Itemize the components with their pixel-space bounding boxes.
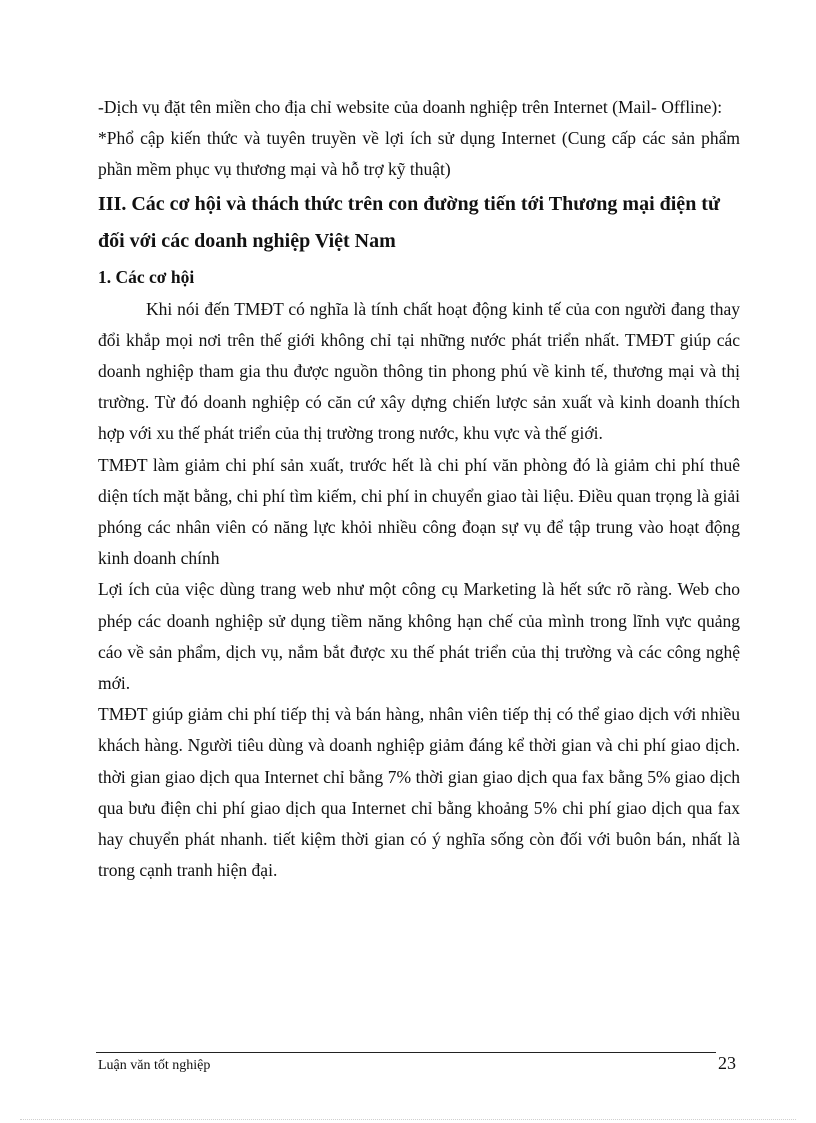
page-content: [98, 92, 740, 886]
page-bottom-border: [20, 1119, 796, 1120]
footer-label: Luận văn tốt nghiệp: [98, 1058, 211, 1073]
paragraph-domain-service: -Dịch vụ đặt tên miền cho địa chỉ website của doanh nghiệp trên Internet (Mail- Offline):: [98, 97, 723, 117]
body-paragraph: Lợi ích của việc dùng trang web như một công cụ Marketing là hết sức rõ ràng. Web cho phép các doanh nghiệp sử dụng tiềm năng không hạn chế của mình trong lĩnh vực quảng cáo về sản phẩm, dịch vụ, nắm bắt được xu thế phát triển của thị trường và các công nghệ mới.: [98, 579, 740, 694]
paragraph-internet-awareness: *Phổ cập kiến thức và tuyên truyền về lợi ích sử dụng Internet (Cung cấp các sản phẩm phần mềm phục vụ thương mại và hỗ trợ kỹ thuật): [98, 128, 740, 180]
page-number: 23: [718, 1053, 736, 1073]
section-heading: III. Các cơ hội và thách thức trên con đường tiến tới Thương mại điện tử đối với các doanh nghiệp Việt Nam: [98, 192, 720, 252]
body-paragraph: TMĐT giúp giảm chi phí tiếp thị và bán hàng, nhân viên tiếp thị có thể giao dịch với nhiều khách hàng. Người tiêu dùng và doanh nghiệp giảm đáng kể thời gian và chi phí giao dịch. thời gian giao dịch qua Internet chỉ bằng 7% thời gian giao dịch qua fax bằng 5% giao dịch qua bưu điện chi phí giao dịch qua Internet chỉ bằng khoảng 5% chi phí giao dịch qua fax hay chuyển phát nhanh. tiết kiệm thời gian có ý nghĩa sống còn đối với buôn bán, nhất là trong cạnh tranh hiện đại.: [98, 704, 740, 881]
body-paragraph: TMĐT làm giảm chi phí sản xuất, trước hết là chi phí văn phòng đó là giảm chi phí thuê diện tích mặt bằng, chi phí tìm kiếm, chi phí in chuyển giao tài liệu. Điều quan trọng là giải phóng các nhân viên có năng lực khỏi nhiều công đoạn sự vụ để tập trung vào hoạt động kinh doanh chính: [98, 454, 740, 569]
subsection-heading: 1. Các cơ hội: [98, 266, 195, 287]
footer-divider: [96, 1052, 716, 1053]
body-paragraph: Khi nói đến TMĐT có nghĩa là tính chất hoạt động kinh tế của con người đang thay đổi khắp mọi nơi trên thế giới không chỉ tại những nước phát triển nhất. TMĐT giúp các doanh nghiệp tham gia thu được nguồn thông tin phong phú về kinh tế, thương mại và thị trường. Từ đó doanh nghiệp có căn cứ xây dựng chiến lược sản xuất và kinh doanh thích hợp với xu thế phát triển của thị trường trong nước, khu vực và thế giới.: [98, 298, 740, 444]
